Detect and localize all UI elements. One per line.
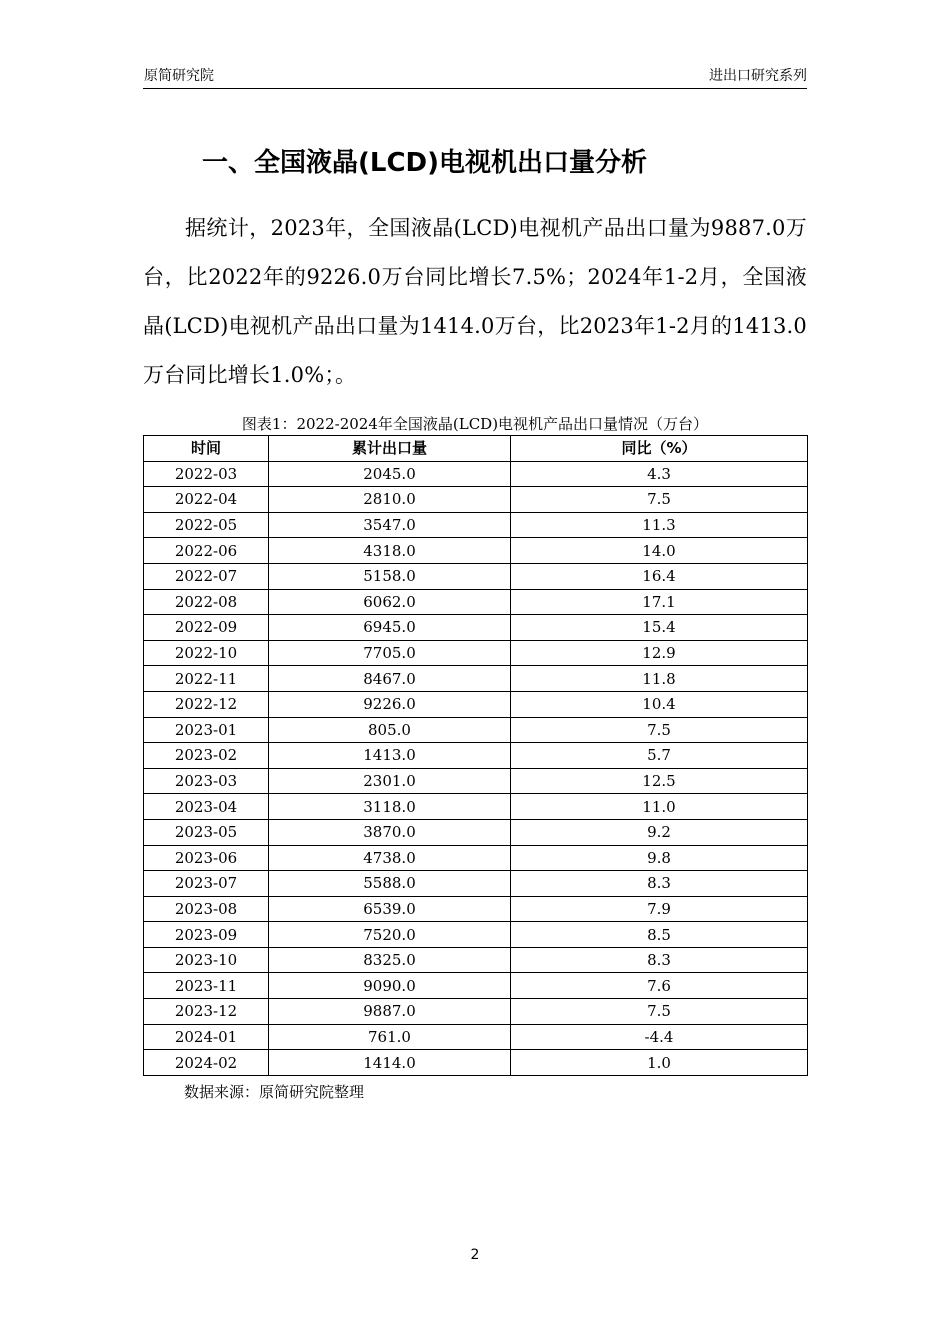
header-time: 时间 (144, 436, 269, 462)
cell-time: 2024-02 (144, 1050, 269, 1076)
table-row (144, 743, 808, 769)
table-row (144, 1050, 808, 1076)
cell-yoy: 1.0 (511, 1050, 808, 1076)
table-row (144, 538, 808, 564)
cell-time: 2022-11 (144, 666, 269, 692)
cell-yoy: 7.5 (511, 999, 808, 1025)
section-paragraph: 据统计，2023年，全国液晶(LCD)电视机产品出口量为9887.0万台，比2022年的9226.0万台同比增长7.5%；2024年1-2月，全国液晶(LCD)电视机产品出口量为1414.0万台，比2023年1-2月的1413.0万台同比增长1.0%；。 (143, 216, 807, 387)
table-row (144, 1024, 808, 1050)
cell-cumulative-export: 9090.0 (269, 973, 511, 999)
data-source-note: 数据来源：原简研究院整理 (184, 1083, 365, 1101)
cell-time: 2023-08 (144, 896, 269, 922)
cell-time: 2022-05 (144, 512, 269, 538)
header-cumulative-export: 累计出口量 (269, 436, 511, 462)
cell-cumulative-export: 6945.0 (269, 615, 511, 641)
table-row (144, 717, 808, 743)
cell-cumulative-export: 9887.0 (269, 999, 511, 1025)
table-row (144, 640, 808, 666)
table-row (144, 691, 808, 717)
page-number: 2 (470, 1247, 480, 1263)
cell-time: 2024-01 (144, 1024, 269, 1050)
table-row (144, 999, 808, 1025)
cell-time: 2023-07 (144, 871, 269, 897)
table-row (144, 922, 808, 948)
table-row (144, 666, 808, 692)
cell-cumulative-export: 2810.0 (269, 487, 511, 513)
cell-time: 2022-04 (144, 487, 269, 513)
table-header-row (144, 436, 808, 462)
cell-time: 2023-10 (144, 947, 269, 973)
cell-yoy: 4.3 (511, 461, 808, 487)
cell-cumulative-export: 2301.0 (269, 768, 511, 794)
cell-time: 2022-09 (144, 615, 269, 641)
cell-time: 2023-12 (144, 999, 269, 1025)
table-row (144, 794, 808, 820)
table-row (144, 871, 808, 897)
cell-cumulative-export: 5588.0 (269, 871, 511, 897)
cell-cumulative-export: 3870.0 (269, 819, 511, 845)
cell-yoy: 17.1 (511, 589, 808, 615)
cell-cumulative-export: 805.0 (269, 717, 511, 743)
table-row (144, 589, 808, 615)
cell-time: 2022-12 (144, 691, 269, 717)
cell-time: 2022-07 (144, 563, 269, 589)
cell-yoy: 10.4 (511, 691, 808, 717)
cell-yoy: 5.7 (511, 743, 808, 769)
cell-cumulative-export: 7705.0 (269, 640, 511, 666)
table-row (144, 845, 808, 871)
cell-yoy: 7.9 (511, 896, 808, 922)
cell-cumulative-export: 6062.0 (269, 589, 511, 615)
cell-cumulative-export: 2045.0 (269, 461, 511, 487)
table-row (144, 563, 808, 589)
table-row (144, 512, 808, 538)
cell-cumulative-export: 3118.0 (269, 794, 511, 820)
cell-yoy: 8.3 (511, 871, 808, 897)
cell-time: 2023-05 (144, 819, 269, 845)
cell-time: 2022-08 (144, 589, 269, 615)
table-row (144, 819, 808, 845)
cell-yoy: 8.5 (511, 922, 808, 948)
cell-yoy: 9.2 (511, 819, 808, 845)
cell-yoy: 12.9 (511, 640, 808, 666)
cell-time: 2022-03 (144, 461, 269, 487)
table-row (144, 768, 808, 794)
cell-yoy: -4.4 (511, 1024, 808, 1050)
cell-cumulative-export: 3547.0 (269, 512, 511, 538)
cell-yoy: 7.5 (511, 717, 808, 743)
cell-time: 2023-04 (144, 794, 269, 820)
cell-yoy: 7.5 (511, 487, 808, 513)
cell-cumulative-export: 4318.0 (269, 538, 511, 564)
table-row (144, 896, 808, 922)
cell-yoy: 9.8 (511, 845, 808, 871)
table-row (144, 615, 808, 641)
cell-yoy: 11.3 (511, 512, 808, 538)
header-yoy: 同比（%） (511, 436, 808, 462)
cell-cumulative-export: 5158.0 (269, 563, 511, 589)
cell-yoy: 8.3 (511, 947, 808, 973)
header-divider (143, 88, 807, 89)
cell-cumulative-export: 9226.0 (269, 691, 511, 717)
cell-cumulative-export: 761.0 (269, 1024, 511, 1050)
cell-time: 2022-06 (144, 538, 269, 564)
cell-cumulative-export: 8325.0 (269, 947, 511, 973)
cell-yoy: 12.5 (511, 768, 808, 794)
cell-yoy: 7.6 (511, 973, 808, 999)
cell-time: 2023-09 (144, 922, 269, 948)
cell-time: 2023-06 (144, 845, 269, 871)
cell-cumulative-export: 8467.0 (269, 666, 511, 692)
cell-cumulative-export: 6539.0 (269, 896, 511, 922)
section-title: 一、全国液晶(LCD)电视机出口量分析 (202, 148, 647, 178)
cell-yoy: 15.4 (511, 615, 808, 641)
table-row (144, 947, 808, 973)
table-caption: 图表1：2022-2024年全国液晶(LCD)电视机产品出口量情况（万台） (241, 415, 709, 433)
table-row (144, 487, 808, 513)
table-row (144, 973, 808, 999)
cell-cumulative-export: 1413.0 (269, 743, 511, 769)
cell-time: 2022-10 (144, 640, 269, 666)
header-series-name: 进出口研究系列 (709, 68, 807, 84)
cell-cumulative-export: 1414.0 (269, 1050, 511, 1076)
cell-yoy: 11.0 (511, 794, 808, 820)
cell-yoy: 11.8 (511, 666, 808, 692)
export-volume-table (143, 435, 808, 1076)
cell-time: 2023-11 (144, 973, 269, 999)
cell-cumulative-export: 4738.0 (269, 845, 511, 871)
table-row (144, 461, 808, 487)
cell-cumulative-export: 7520.0 (269, 922, 511, 948)
cell-time: 2023-02 (144, 743, 269, 769)
cell-time: 2023-01 (144, 717, 269, 743)
header-org-name: 原简研究院 (144, 68, 214, 84)
cell-yoy: 16.4 (511, 563, 808, 589)
cell-yoy: 14.0 (511, 538, 808, 564)
cell-time: 2023-03 (144, 768, 269, 794)
